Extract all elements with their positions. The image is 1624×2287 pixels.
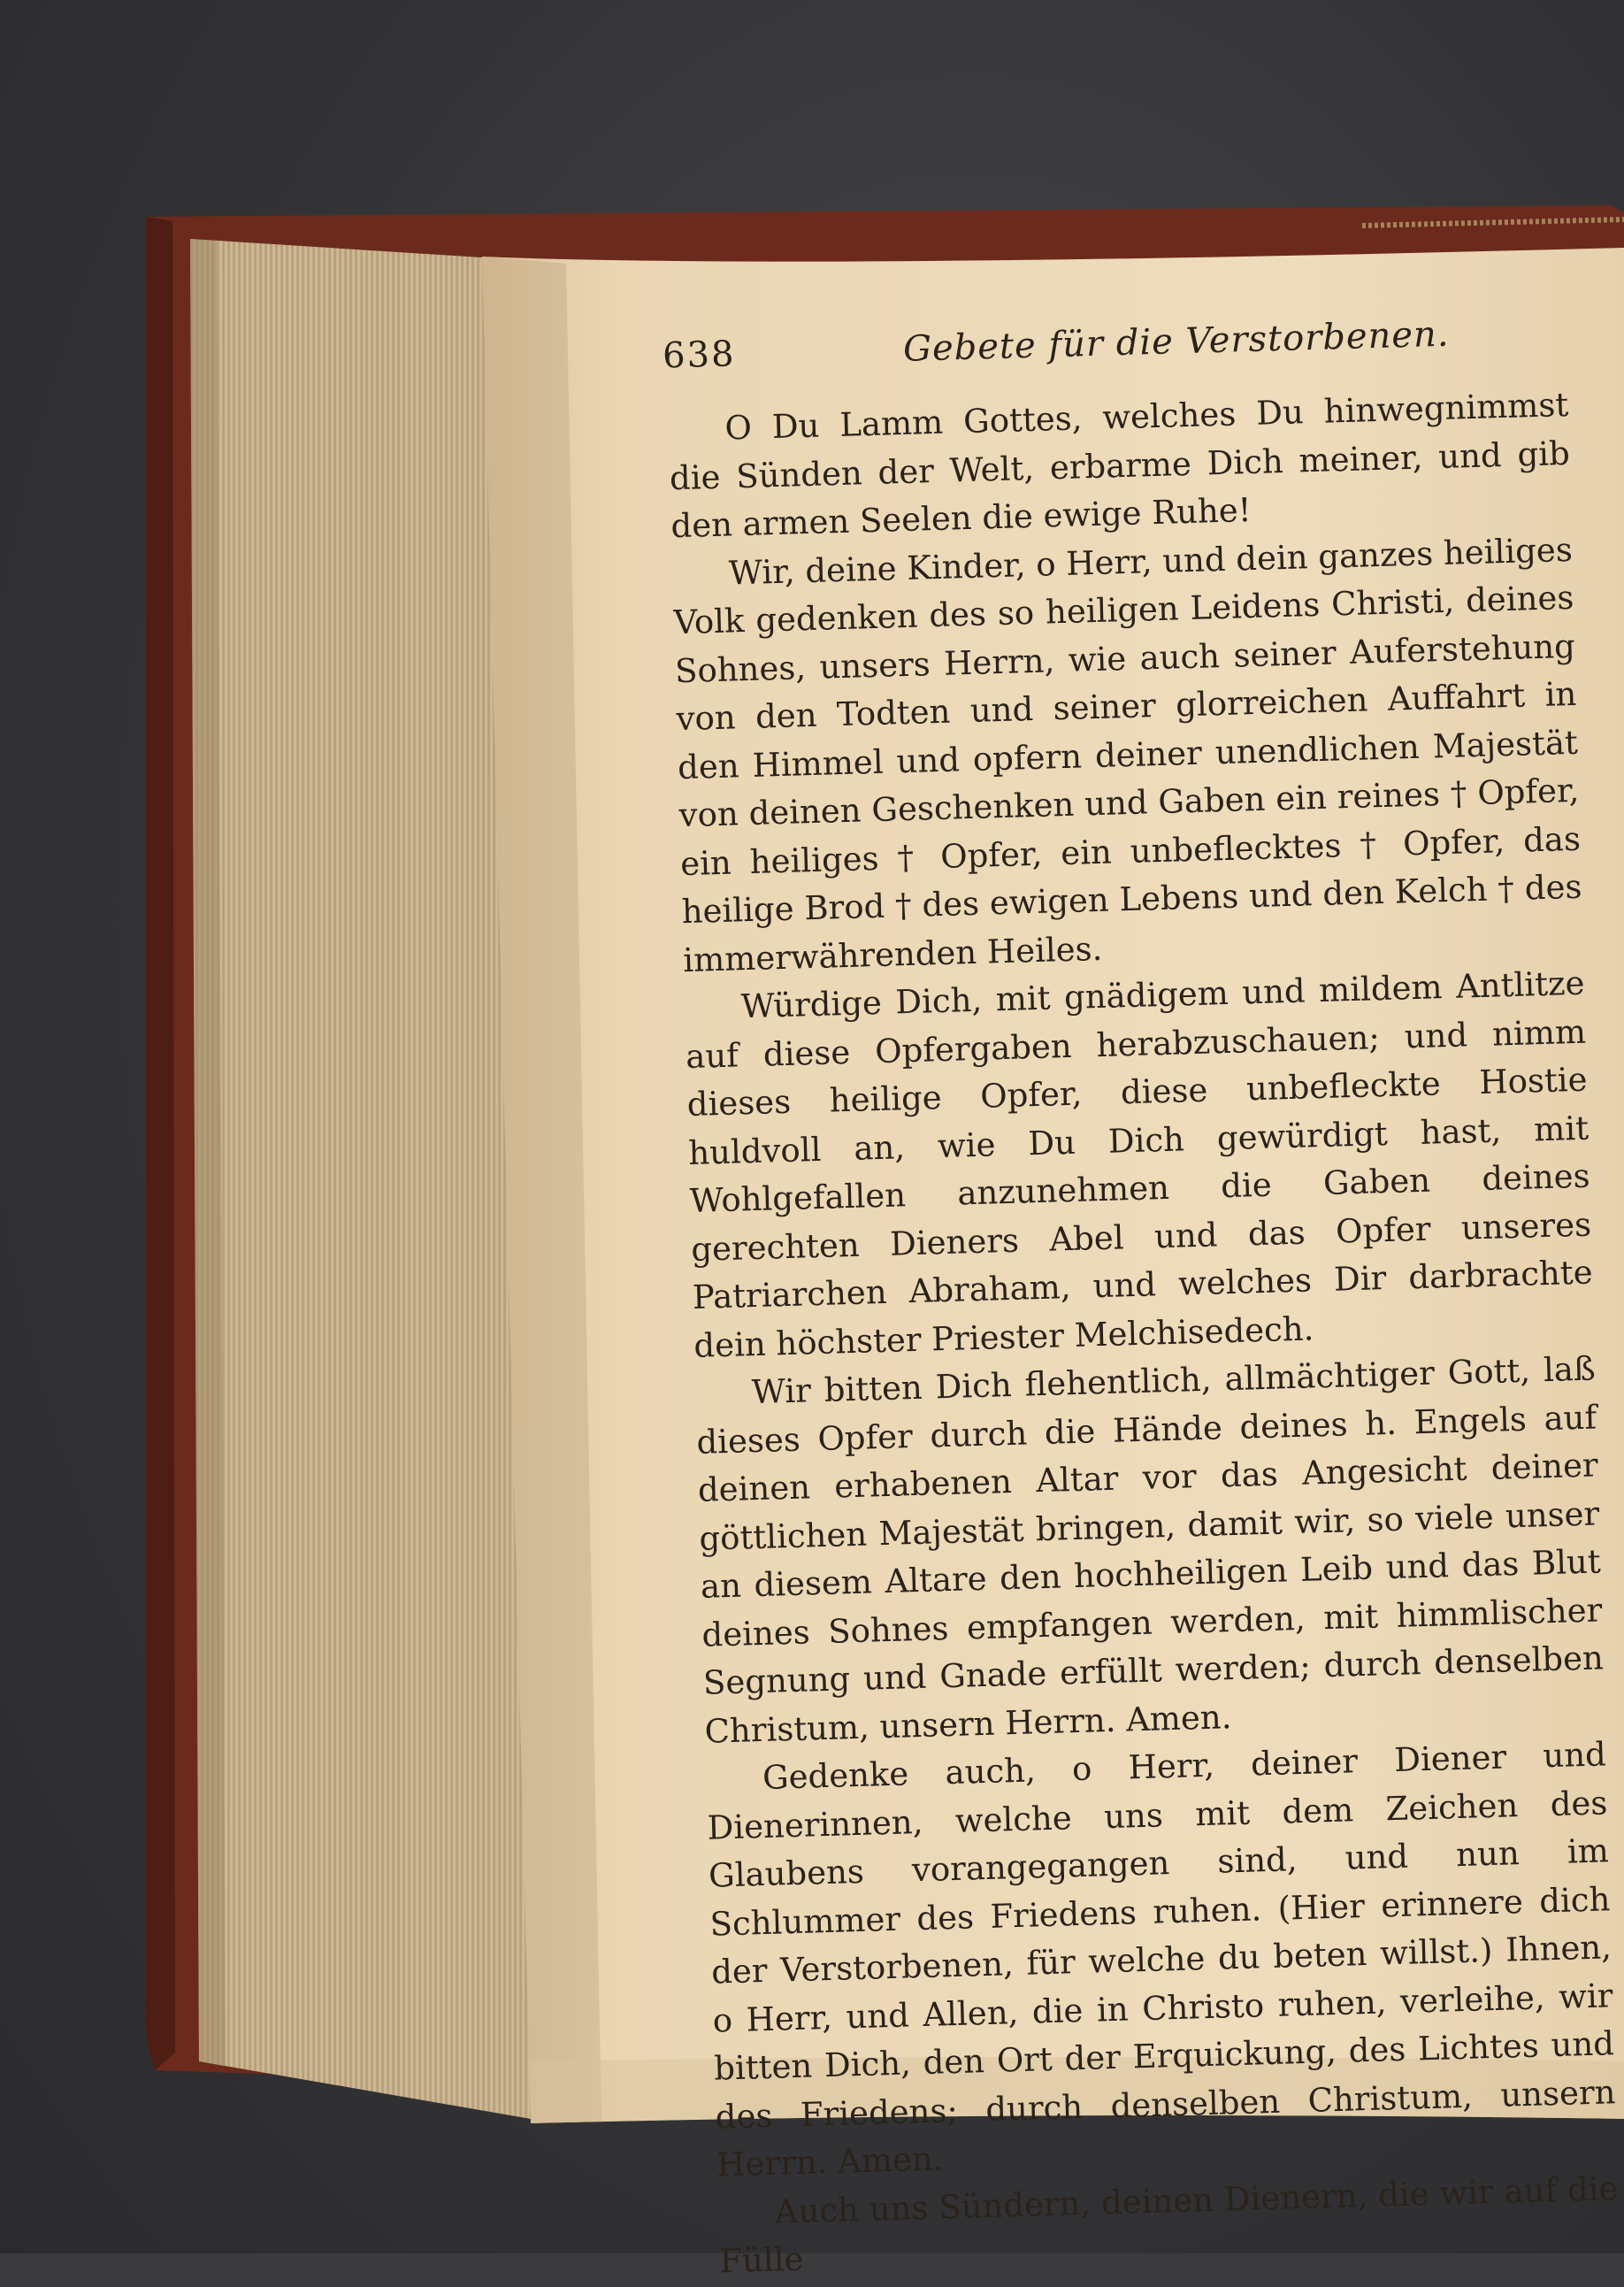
- running-title: Gebete für die Verstorbenen.: [902, 313, 1451, 370]
- paragraph-remembrance: Gedenke auch, o Herr, deiner Diener und Dienerinnen, welche uns mit dem Zeichen des Glaubens vorangegangen sind, und nun im Schlummer des Friedens ruhen. (Hier erinnere dich der Verstorbenen, für welche du beten willst.) Ihnen, o Herr, und Allen, die in Christo ruhen, verleihe, wir bitten Dich, den Ort der Erquickung, des Lichtes und des Friedens; durch denselben Christum, unsern Herrn. Amen.: [707, 1735, 1616, 2184]
- body-text: [648, 381, 1624, 2287]
- paragraph-worthy: Würdige Dich, mit gnädigem und mildem Antlitze auf diese Opfergaben herabzuschauen; und nimm dieses heilige Opfer, diese unbefleckte Hostie huldvoll an, wie Du Dich gewürdigt hast, mit Wohlgefallen anzunehmen die Gaben deines gerechten Dieners Abel und das Opfer unseres Patriarchen Abraham, und welches Dir darbrachte dein höchster Priester Melchisedech.: [685, 963, 1594, 1365]
- paragraph-supplication: Wir bitten Dich flehentlich, allmächtiger Gott, laß dieses Opfer durch die Hände deines h. Engels auf deinen erhabenen Altar vor das Angesicht deiner göttlichen Majestät bringen, damit wir, so viele unser an diesem Altare den hochheiligen Leib und das Blut deines Sohnes empfangen werden, mit himmlischer Segnung und Gnade erfüllt werden; durch denselben Christum, unsern Herrn. Amen.: [695, 1349, 1605, 1751]
- book-page: [646, 293, 1620, 2281]
- paragraph-agnus-dei: O Du Lamm Gottes, welches Du hinwegnimmst die Sünden der Welt, erbarme Dich meiner, und gib den armen Seelen die ewige Ruhe!: [669, 385, 1571, 546]
- cover-spine-edge: [145, 217, 175, 2070]
- paragraph-sinners: Auch uns Sündern, deinen Dienern, die wir auf die Fülle: [718, 2168, 1620, 2281]
- page-number: 638: [662, 334, 737, 377]
- paragraph-offering: Wir, deine Kinder, o Herr, und dein ganzes heiliges Volk gedenken des so heiligen Leidens Christi, deines Sohnes, unsers Herrn, wie auch seiner Auferstehung von den Todten und seiner glorreichen Auffahrt in den Himmel und opfern deiner unendlichen Majestät von deinen Geschenken und Gaben ein reines † Opfer, ein heiliges † Opfer, ein unbeflecktes † Opfer, das heilige Brod † des ewigen Lebens und den Kelch † des immerwährenden Heiles.: [673, 530, 1582, 979]
- page-edges: [190, 239, 531, 2119]
